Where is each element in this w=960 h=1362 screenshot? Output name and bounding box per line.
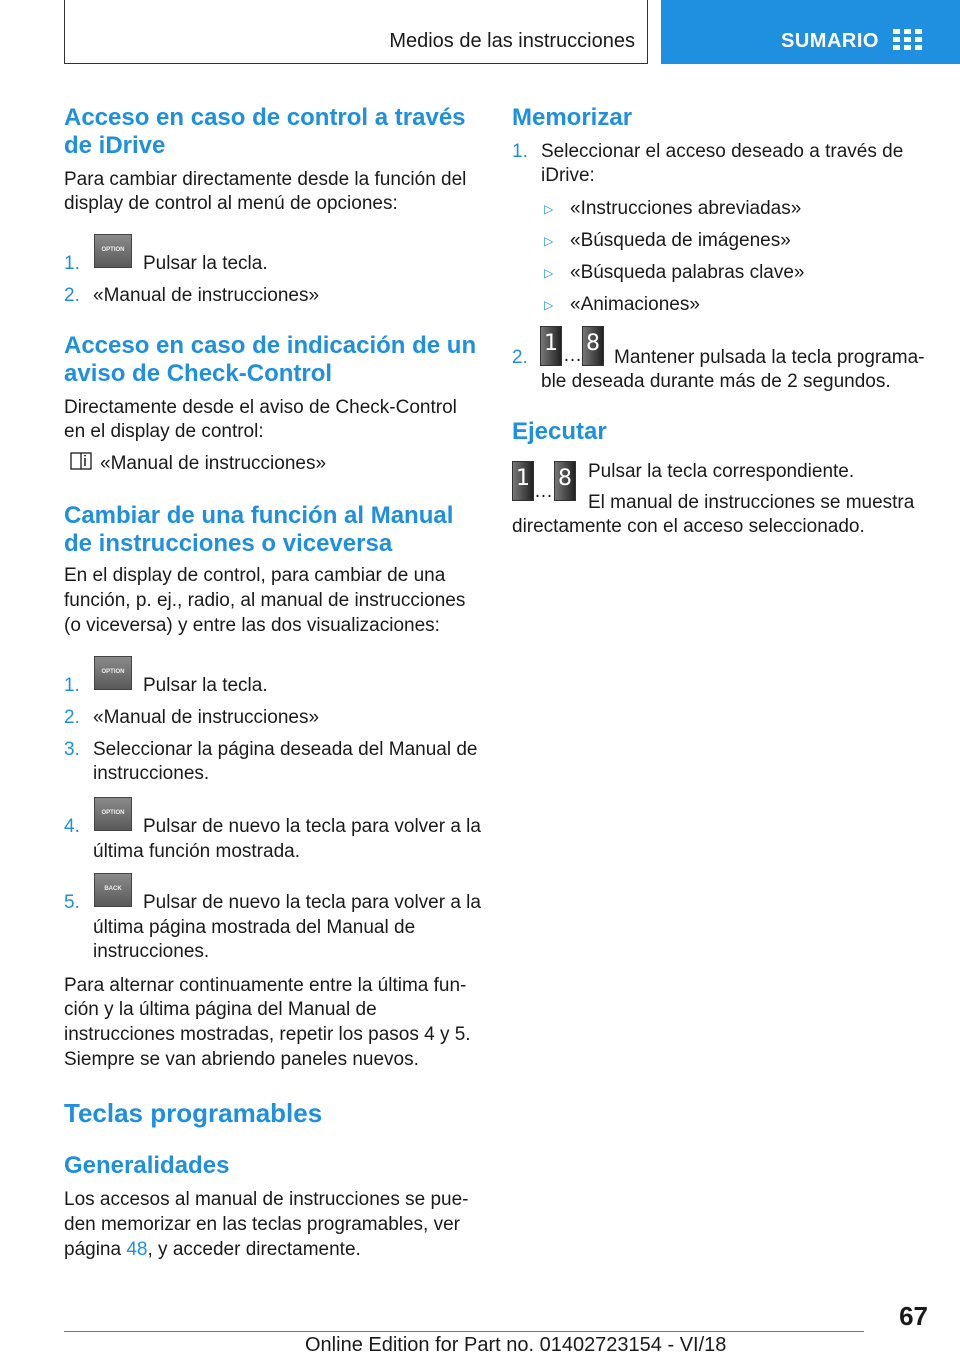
footer-divider (64, 1331, 864, 1332)
option-button-image: OPTION (94, 797, 132, 831)
step-text: ble deseada durante más de 2 segundos. (541, 371, 891, 392)
sumario-label: SUMARIO (781, 30, 879, 52)
key-1-image: 1 (512, 461, 534, 501)
paragraph-check-1: Directamente desde el aviso de Check-Control (64, 397, 457, 418)
step-number: 1. (64, 675, 80, 696)
paragraph-idrive-2: display de control al menú de opciones: (64, 193, 398, 214)
paragraph-alt-3: instrucciones mostradas, repetir los pasos 4 y 5. (64, 1024, 471, 1045)
step-text: «Manual de instrucciones» (93, 707, 320, 728)
page-link[interactable]: 48 (126, 1239, 148, 1260)
step-number: 4. (64, 816, 80, 837)
bullet-item: «Búsqueda de imágenes» (570, 230, 791, 251)
heading-memorizar: Memorizar (512, 104, 633, 131)
triangle-right-icon: ▷ (544, 234, 554, 248)
heading-idrive-line2: de iDrive (64, 132, 166, 159)
key-1-image: 1 (540, 326, 562, 366)
paragraph-gen-2: den memorizar en las teclas programables, ver (64, 1214, 461, 1235)
ejecutar-text-3: directamente con el acceso seleccionado. (512, 516, 865, 537)
step-number: 2. (512, 347, 528, 368)
step-text: Mantener pulsada la tecla programa‐ (614, 347, 925, 368)
step-number: 1. (512, 141, 528, 162)
manual-book-icon (70, 452, 92, 470)
paragraph-idrive-1: Para cambiar directamente desde la función del (64, 169, 467, 190)
page-number: 67 (899, 1301, 928, 1331)
step-text: Pulsar la tecla. (143, 675, 268, 696)
bullet-item: «Animaciones» (570, 294, 700, 315)
ellipsis: … (563, 345, 582, 366)
key-8-image: 8 (582, 326, 604, 366)
key-8-image: 8 (554, 461, 576, 501)
ejecutar-text-2: El manual de instrucciones se muestra (588, 492, 915, 513)
step-number: 2. (64, 285, 80, 306)
step-text: Pulsar de nuevo la tecla para volver a la (143, 816, 481, 837)
step-text: Pulsar la tecla. (143, 253, 268, 274)
heading-idrive-line1: Acceso en caso de control a través (64, 104, 466, 131)
step-text: Pulsar de nuevo la tecla para volver a la (143, 892, 481, 913)
step-text: instrucciones. (93, 941, 210, 962)
triangle-right-icon: ▷ (544, 202, 554, 216)
triangle-right-icon: ▷ (544, 266, 554, 280)
edition-text: Online Edition for Part no. 01402723154 - VI/18 (305, 1334, 727, 1356)
paragraph-gen-3: página 48, y acceder directamente. (64, 1239, 361, 1260)
paragraph-switch-2: función, p. ej., radio, al manual de instrucciones (64, 590, 466, 611)
paragraph-check-2: en el display de control: (64, 421, 264, 442)
bullet-item: «Búsqueda palabras clave» (570, 262, 805, 283)
sumario-button[interactable] (661, 0, 960, 64)
triangle-right-icon: ▷ (544, 298, 554, 312)
heading-switch-line1: Cambiar de una función al Manual (64, 502, 454, 529)
step-text: Seleccionar la página deseada del Manual de (93, 739, 478, 760)
check-item-text: «Manual de instrucciones» (100, 453, 327, 474)
heading-ejecutar: Ejecutar (512, 418, 607, 445)
grid-icon (893, 29, 923, 51)
step-text: Seleccionar el acceso deseado a través de (541, 141, 904, 162)
bullet-item: «Instrucciones abreviadas» (570, 198, 802, 219)
paragraph-alt-1: Para alternar continuamente entre la última fun‐ (64, 975, 467, 996)
section-title: Medios de las instrucciones (389, 30, 635, 52)
step-number: 3. (64, 739, 80, 760)
paragraph-alt-4: Siempre se van abriendo paneles nuevos. (64, 1049, 419, 1070)
step-text: última función mostrada. (93, 841, 300, 862)
step-number: 5. (64, 892, 80, 913)
back-button-image: BACK (94, 873, 132, 907)
heading-teclas: Teclas programables (64, 1098, 323, 1128)
ellipsis: … (534, 481, 553, 502)
heading-check-line2: aviso de Check-Control (64, 360, 333, 387)
paragraph-switch-1: En el display de control, para cambiar de una (64, 565, 446, 586)
step-text: iDrive: (541, 165, 595, 186)
option-button-image: OPTION (94, 234, 132, 268)
heading-switch-line2: de instrucciones o viceversa (64, 530, 393, 557)
ejecutar-text-1: Pulsar la tecla correspondiente. (588, 461, 855, 482)
step-number: 2. (64, 707, 80, 728)
heading-check-line1: Acceso en caso de indicación de un (64, 332, 477, 359)
step-text: «Manual de instrucciones» (93, 285, 320, 306)
paragraph-gen-1: Los accesos al manual de instrucciones se pue‐ (64, 1189, 469, 1210)
paragraph-alt-2: ción y la última página del Manual de (64, 999, 377, 1020)
heading-generalidades: Generalidades (64, 1152, 230, 1179)
step-number: 1. (64, 253, 80, 274)
step-text: instrucciones. (93, 763, 210, 784)
paragraph-switch-3: (o viceversa) y entre las dos visualizaciones: (64, 615, 440, 636)
option-button-image: OPTION (94, 656, 132, 690)
step-text: última página mostrada del Manual de (93, 917, 416, 938)
header-box (64, 0, 648, 64)
